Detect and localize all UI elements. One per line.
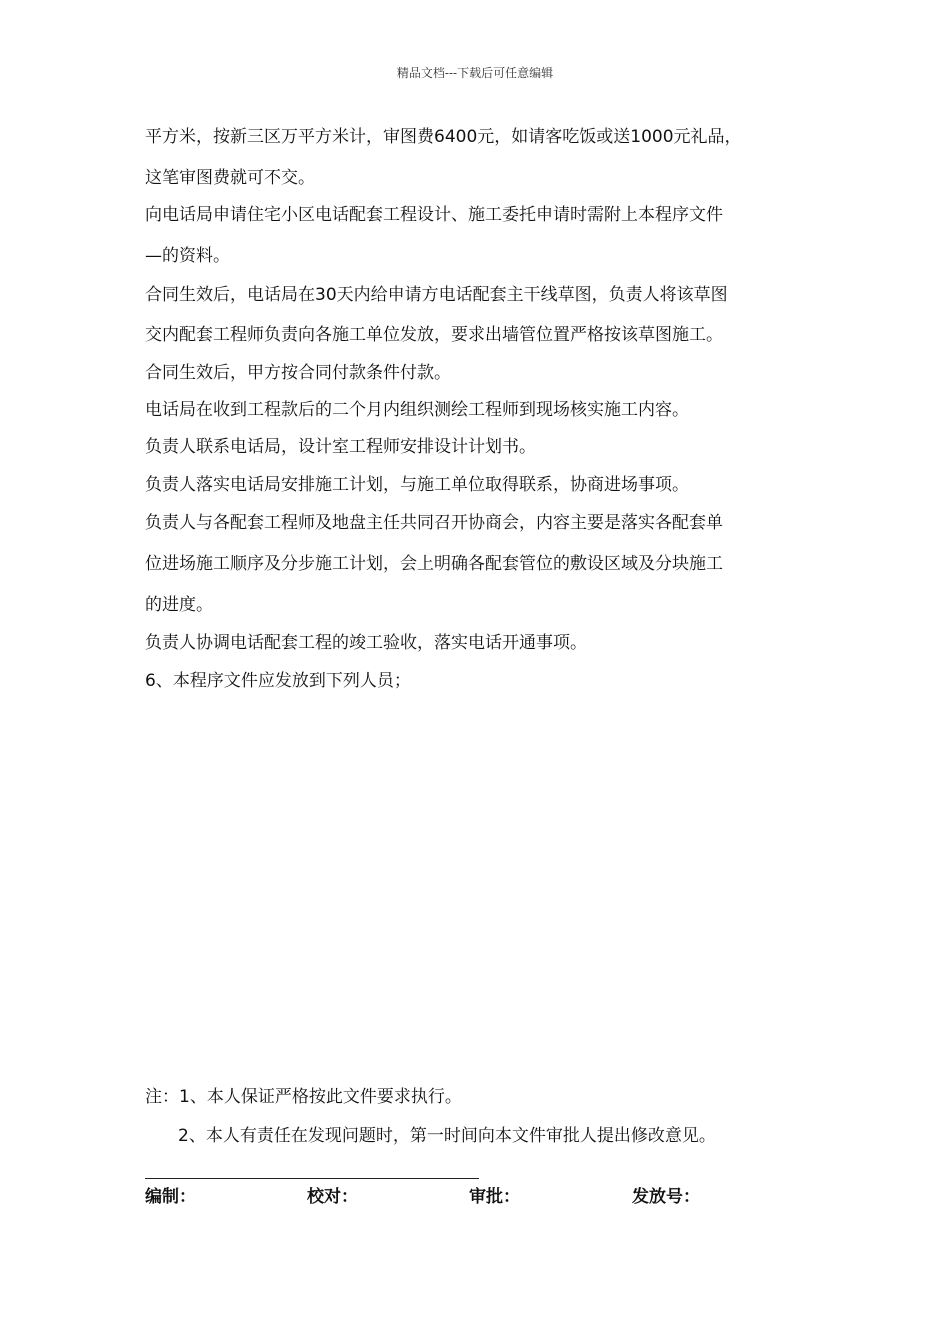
note-line-1: 注：1、本人保证严格按此文件要求执行。 [145,1087,462,1107]
proofreader-label: 校对： [307,1187,358,1207]
signature-divider [145,1178,479,1179]
body-line-14: 负责人协调电话配套工程的竣工验收，落实电话开通事项。 [145,633,587,653]
body-line-4: —的资料。 [145,246,230,266]
body-line-12: 位进场施工顺序及分步施工计划，会上明确各配套管位的敷设区域及分块施工 [145,554,723,574]
body-line-10: 负责人落实电话局安排施工计划，与施工单位取得联系，协商进场事项。 [145,475,689,495]
issue-number-label: 发放号： [632,1187,700,1207]
editor-label: 编制： [145,1187,196,1207]
body-line-6: 交内配套工程师负责向各施工单位发放，要求出墙管位置严格按该草图施工。 [145,325,723,345]
body-line-13: 的进度。 [145,595,213,615]
body-line-5: 合同生效后，电话局在30天内给申请方电话配套主干线草图，负责人将该草图 [145,285,728,305]
body-line-2: 这笔审图费就可不交。 [145,168,315,188]
body-line-8: 电话局在收到工程款后的二个月内组织测绘工程师到现场核实施工内容。 [145,400,689,420]
body-line-1: 平方米，按新三区万平方米计，审图费6400元，如请客吃饭或送1000元礼品， [145,127,742,147]
body-line-15: 6、本程序文件应发放到下列人员； [145,671,411,691]
page-header: 精品文档---下载后可任意编辑 [396,66,554,80]
body-line-11: 负责人与各配套工程师及地盘主任共同召开协商会，内容主要是落实各配套单 [145,513,723,533]
note-line-2: 2、本人有责任在发现问题时，第一时间向本文件审批人提出修改意见。 [178,1126,716,1146]
body-line-7: 合同生效后，甲方按合同付款条件付款。 [145,363,451,383]
approver-label: 审批： [469,1187,520,1207]
body-line-3: 向电话局申请住宅小区电话配套工程设计、施工委托申请时需附上本程序文件 [145,205,723,225]
body-line-9: 负责人联系电话局，设计室工程师安排设计计划书。 [145,437,536,457]
